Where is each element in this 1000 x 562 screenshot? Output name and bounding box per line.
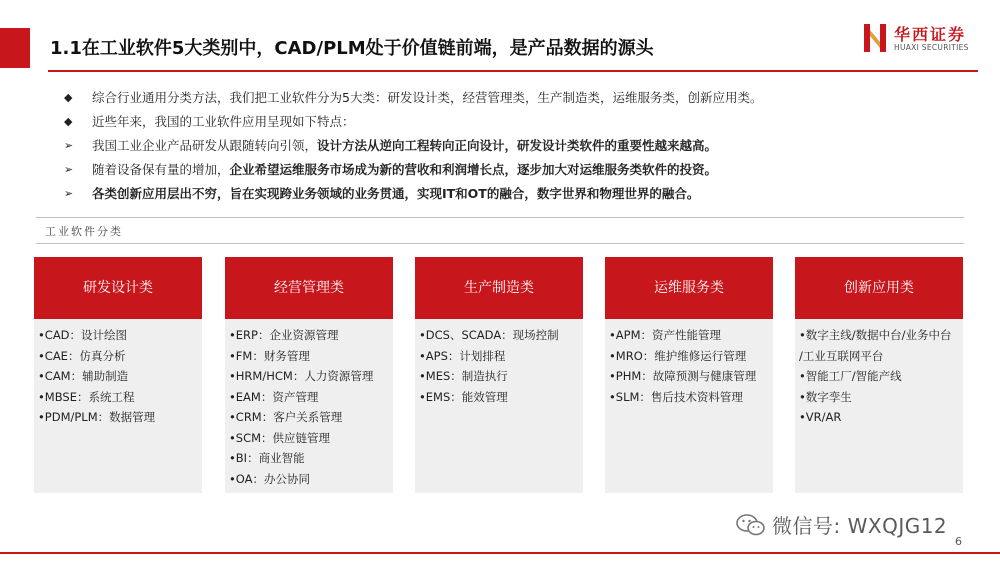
- list-item: •EAM：资产管理: [229, 389, 319, 404]
- card-title: 研发设计类: [34, 257, 202, 319]
- page-title: 1.1在工业软件5大类别中，CAD/PLM处于价值链前端，是产品数据的源头: [50, 38, 654, 59]
- list-item: •HRM/HCM：人力资源管理: [229, 369, 374, 383]
- card-title: 经营管理类: [225, 257, 393, 319]
- list-item: •ERP：企业资源管理: [229, 328, 339, 342]
- section-label: 工业软件分类: [45, 225, 123, 238]
- section-divider-top: [36, 217, 964, 218]
- list-item: /工业互联网平台: [799, 348, 884, 363]
- list-item: •OA：办公协同: [229, 471, 310, 486]
- diamond-bullet-icon: ◆: [64, 91, 73, 104]
- card-items: [415, 319, 583, 407]
- page-number: 6: [955, 535, 962, 548]
- title-accent-tab: [0, 28, 30, 68]
- list-item: •CAM：辅助制造: [38, 369, 129, 383]
- list-item: •VR/AR: [799, 410, 842, 424]
- watermark-text: 微信号: WXQJG12: [772, 514, 948, 538]
- list-item: •SCM：供应链管理: [229, 430, 331, 445]
- list-item: •PDM/PLM：数据管理: [38, 410, 156, 424]
- wechat-watermark: [736, 510, 947, 539]
- card-items: [795, 319, 963, 428]
- card-title: 运维服务类: [605, 257, 773, 319]
- list-item: •MRO：维护维修运行管理: [609, 348, 747, 363]
- category-card-rd-design: [34, 257, 202, 493]
- huaxi-logo-icon: [862, 22, 888, 54]
- bottom-accent-line: [0, 552, 1000, 554]
- list-item: •APS：计划排程: [419, 348, 506, 363]
- list-item: •FM：财务管理: [229, 348, 310, 363]
- title-underline: [48, 70, 978, 72]
- company-logo: [862, 20, 982, 60]
- card-items: [225, 319, 393, 489]
- logo-english-name: HUAXI SECURITIES: [894, 43, 969, 52]
- card-items: [34, 319, 202, 428]
- wechat-icon: [736, 513, 766, 537]
- list-item: •MES：制造执行: [419, 369, 508, 383]
- list-item: •APM：资产性能管理: [609, 328, 722, 342]
- bullet-item: ➢ 随着设备保有量的增加， 企业希望运维服务市场成为新的营收和利润增长点，逐步加大对运维服务类软件的投资。: [64, 158, 964, 182]
- list-item: •数字主线/数据中台/业务中台: [799, 328, 952, 342]
- category-card-innovation-application: [795, 257, 963, 493]
- bullet-item: ➢ 我国工业企业产品研发从跟随转向引领， 设计方法从逆向工程转向正向设计，研发设计类软件的重要性越来越高。: [64, 134, 964, 158]
- list-item: •EMS：能效管理: [419, 389, 508, 404]
- category-card-production-manufacturing: [415, 257, 583, 493]
- list-item: •CAD：设计绘图: [38, 328, 128, 342]
- logo-chinese-name: 华西证券: [894, 25, 967, 44]
- list-item: •数字孪生: [799, 389, 852, 404]
- diamond-bullet-icon: ◆: [64, 115, 73, 128]
- bullet-item: ◆ 近些年来，我国的工业软件应用呈现如下特点：: [64, 110, 964, 134]
- list-item: •DCS、SCADA：现场控制: [419, 328, 559, 342]
- list-item: •MBSE：系统工程: [38, 389, 135, 404]
- card-title: 创新应用类: [795, 257, 963, 319]
- arrow-bullet-icon: ➢: [64, 187, 74, 200]
- card-items: [605, 319, 773, 407]
- list-item: •SLM：售后技术资料管理: [609, 389, 743, 404]
- list-item: •PHM：故障预测与健康管理: [609, 369, 757, 383]
- card-title: 生产制造类: [415, 257, 583, 319]
- arrow-bullet-icon: ➢: [64, 139, 74, 152]
- bullet-item: ➢ 各类创新应用层出不穷，旨在实现跨业务领域的业务贯通，实现IT和OT的融合，数字世界和物理世界的融合。: [64, 182, 964, 206]
- list-item: •CAE：仿真分析: [38, 348, 126, 363]
- list-item: •智能工厂/智能产线: [799, 369, 902, 383]
- list-item: •BI：商业智能: [229, 451, 305, 465]
- section-divider-bottom: [36, 243, 964, 244]
- bullet-list: [64, 86, 964, 206]
- arrow-bullet-icon: ➢: [64, 163, 74, 176]
- list-item: •CRM：客户关系管理: [229, 410, 343, 424]
- category-card-business-management: [225, 257, 393, 493]
- bullet-item: ◆ 综合行业通用分类方法，我们把工业软件分为5大类：研发设计类，经营管理类，生产制造类，运维服务类，创新应用类。: [64, 86, 964, 110]
- category-card-operations-service: [605, 257, 773, 493]
